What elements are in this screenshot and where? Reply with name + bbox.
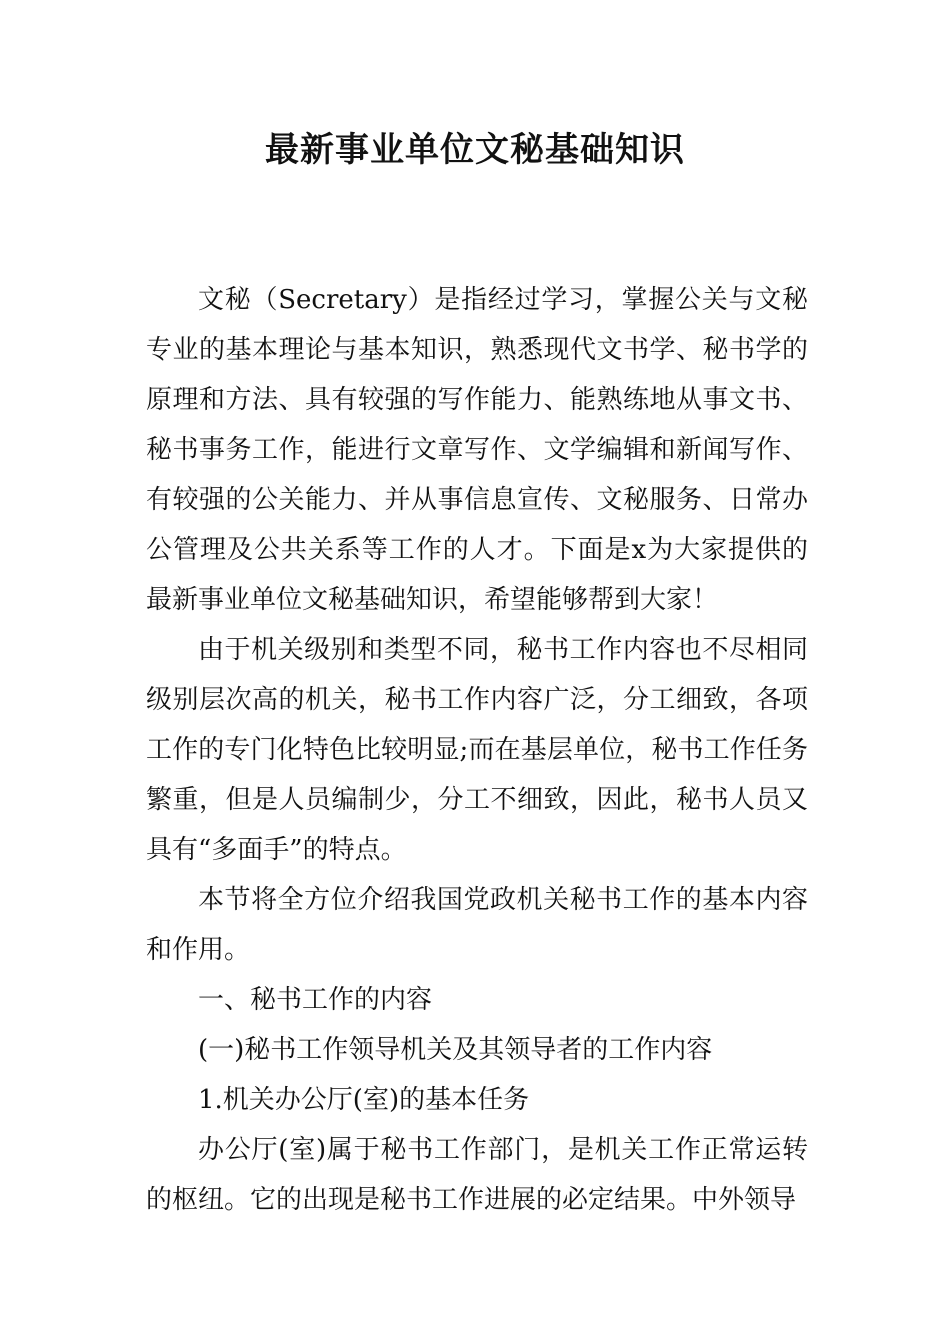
paragraph-section-overview: 本节将全方位介绍我国党政机关秘书工作的基本内容和作用。 (146, 885, 808, 965)
paragraph-work-content-differs: 由于机关级别和类型不同，秘书工作内容也不尽相同级别层次高的机关，秘书工作内容广泛，分工细致，各项工作的专门化特色比较明显;而在基层单位，秘书工作任务繁重，但是人员编制少，分工不细致，因此，秘书人员又具有“多面手”的特点。 (146, 635, 808, 865)
heading-section-one: 一、秘书工作的内容 (198, 985, 433, 1015)
document-title: 最新事业单位文秘基础知识 (265, 130, 685, 170)
heading-item-one: 1.机关办公厅(室)的基本任务 (198, 1085, 530, 1115)
paragraph-intro: 文秘（Secretary）是指经过学习，掌握公关与文秘专业的基本理论与基本知识，熟悉现代文书学、秘书学的原理和方法、具有较强的写作能力、能熟练地从事文书、秘书事务工作，能进行文章写作、文学编辑和新闻写作、有较强的公关能力、并从事信息宣传、文秘服务、日常办公管理及公共关系等工作的人才。下面是x为大家提供的最新事业单位文秘基础知识，希望能够帮到大家！ (146, 285, 808, 615)
document-body (146, 275, 808, 1225)
heading-subsection-one: (一)秘书工作领导机关及其领导者的工作内容 (198, 1035, 713, 1065)
paragraph-office-role: 办公厅(室)属于秘书工作部门，是机关工作正常运转的枢纽。它的出现是秘书工作进展的必定结果。中外领导 (146, 1135, 808, 1215)
